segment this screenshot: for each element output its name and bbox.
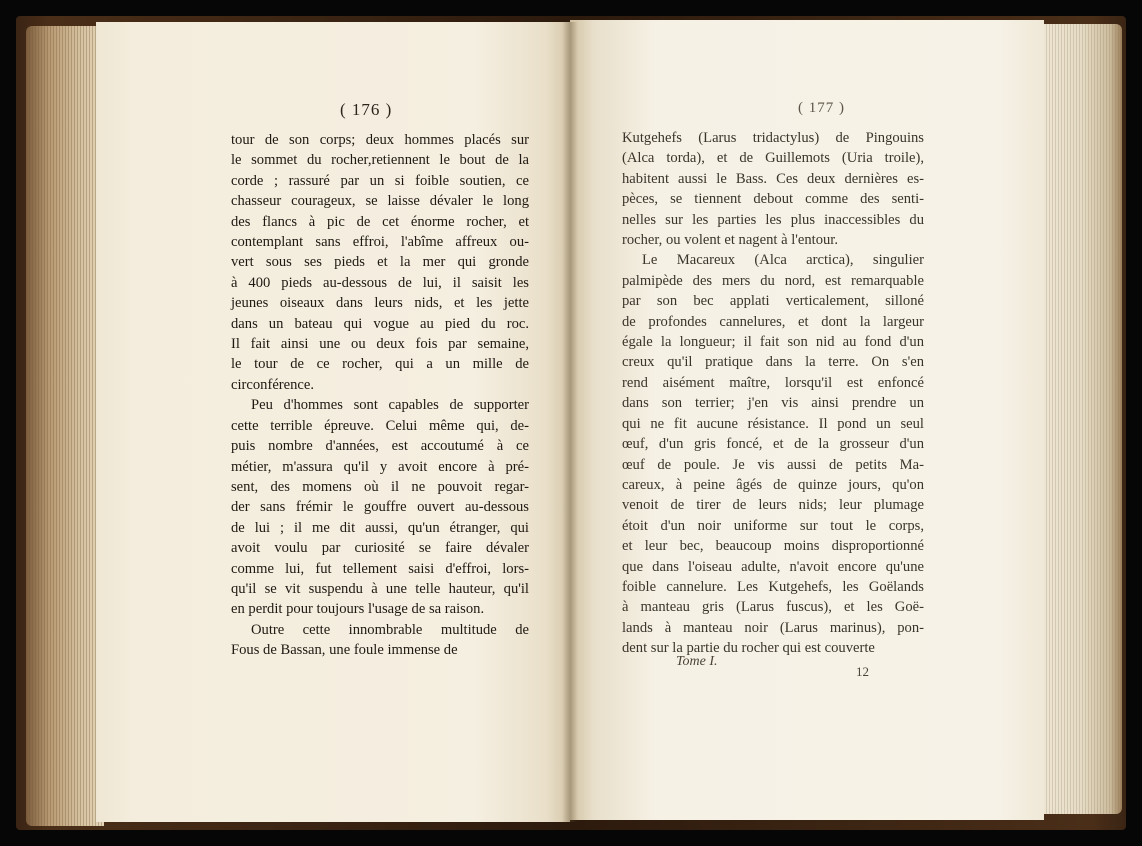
text-line: vert sous ses pieds et la mer qui gronde: [231, 254, 529, 271]
text-line: en perdit pour toujours l'usage de sa raison.: [231, 601, 485, 618]
volume-footer: Tome I.: [676, 654, 718, 669]
text-line: à manteau gris (Larus fuscus), et les Goë-: [622, 599, 924, 616]
text-line: Kutgehefs (Larus tridactylus) de Pingouins: [622, 130, 924, 146]
text-line: par son bec applati verticalement, silloné: [622, 293, 924, 310]
book-gutter: [562, 22, 578, 822]
text-line: habitent aussi le Bass. Ces deux dernières es-: [622, 170, 924, 187]
text-line: étoit d'un noir uniforme sur tout le corps,: [622, 517, 924, 534]
text-line: cette terrible épreuve. Celui même qui, de-: [231, 417, 529, 434]
right-page-text: [622, 128, 924, 659]
text-line: rocher, ou volent et nagent à l'entour.: [622, 232, 839, 249]
text-line: avoit voulu par curiosité se faire dévaler: [231, 540, 529, 557]
text-line: le sommet du rocher,retiennent le bout de la: [231, 152, 529, 169]
text-line: dans un bateau qui vogue au pied du roc.: [231, 315, 529, 332]
text-line: venoit de tirer de leurs nids; leur plumage: [622, 497, 924, 514]
text-line: jeunes oiseaux dans leurs nids, et les jette: [231, 295, 529, 312]
text-line: puis nombre d'années, est accoutumé à ce: [231, 438, 529, 455]
text-line: der sans frémir le gouffre ouvert au-dessous: [231, 499, 529, 516]
text-line: Fous de Bassan, une foule immense de: [231, 642, 458, 659]
text-line: creux qu'il pratique dans la terre. On s'en: [622, 354, 924, 371]
text-line: rend aisément maître, lorsqu'il est enfoncé: [622, 374, 924, 391]
text-line: des flancs à pic de cet énorme rocher, et: [231, 213, 529, 230]
text-line: qui ne fit aucune résistance. Il pond un seul: [622, 415, 924, 432]
text-line: égale la longueur; il fait son nid au fond d'un: [622, 334, 924, 351]
text-line: à 400 pieds au-dessous de lui, il saisit les: [231, 274, 529, 291]
text-line: careux, à peine âgés de quinze jours, qu'on: [622, 476, 924, 493]
text-line: tour de son corps; deux hommes placés sur: [231, 132, 529, 148]
text-line: palmipède des mers du nord, est remarquable: [622, 272, 924, 289]
text-line: Il fait ainsi une ou deux fois par semaine,: [231, 336, 529, 353]
text-line: nelles sur les parties les plus inaccessibles du: [622, 211, 924, 228]
text-line: dans son terrier; j'en vis ainsi prendre un: [622, 395, 924, 412]
text-line: dent sur la partie du rocher qui est couverte: [622, 640, 875, 657]
left-page-number: ( 176 ): [340, 100, 393, 119]
text-line: pèces, se tiennent debout comme des senti-: [622, 191, 924, 208]
text-line: contemplant sans effroi, l'abîme affreux ou-: [231, 234, 529, 251]
text-line: chasseur courageux, se laisse dévaler le long: [231, 193, 529, 210]
text-line: que dans l'oiseau adulte, n'avoit encore qu'une: [622, 558, 924, 575]
text-line: Le Macareux (Alca arctica), singulier: [642, 252, 924, 269]
text-line: corde ; rassuré par un si foible soutien, ce: [231, 172, 529, 189]
text-line: et leur bec, beaucoup moins disproportionné: [622, 538, 924, 555]
text-line: de lui ; il me dit aussi, qu'un étranger, qui: [231, 519, 529, 536]
text-line: comme lui, fut tellement saisi d'effroi, lors-: [231, 560, 529, 577]
text-line: œuf de poule. Je vis aussi de petits Ma-: [622, 456, 924, 473]
text-line: Peu d'hommes sont capables de supporter: [251, 397, 529, 414]
text-line: le tour de ce rocher, qui a un mille de: [231, 356, 529, 373]
text-line: œuf, d'un gris foncé, et de la grosseur d'un: [622, 436, 924, 453]
text-line: (Alca torda), et de Guillemots (Uria troile),: [622, 150, 924, 167]
text-line: Outre cette innombrable multitude de: [251, 621, 529, 638]
text-line: métier, m'assura qu'il y avoit encore à pré-: [231, 458, 529, 475]
signature-mark: 12: [856, 664, 869, 679]
text-line: de profondes cannelures, et dont la largeur: [622, 313, 924, 330]
right-page-number: ( 177 ): [798, 100, 845, 116]
left-page-edges: [26, 26, 104, 826]
text-line: qu'il se vit suspendu à une telle hauteur, qu'il: [231, 580, 529, 597]
text-line: circonférence.: [231, 376, 315, 393]
left-page-text: [231, 130, 529, 661]
right-page-edges: [1040, 24, 1122, 814]
text-line: lands à manteau noir (Larus marinus), pon-: [622, 619, 924, 636]
text-line: sent, des momens où il ne pouvoit regar-: [231, 478, 529, 495]
text-line: foible cannelure. Les Kutgehefs, les Goëlands: [622, 578, 924, 595]
